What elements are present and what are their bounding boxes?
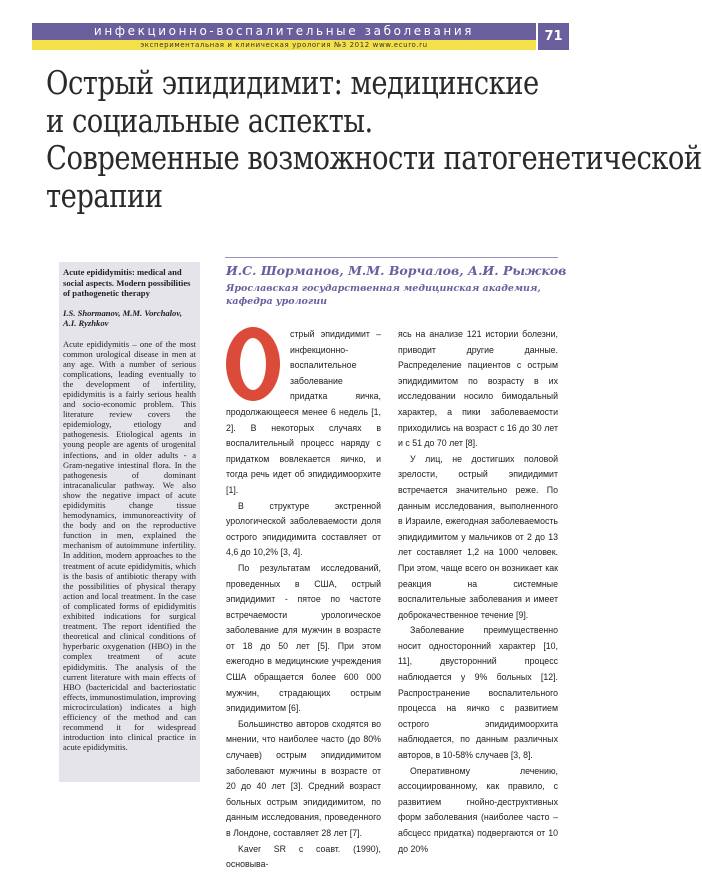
abstract-text: Acute epididymitis – one of the most common urological disease in men at any age. With a number of serious complications, leading eventually to the development of infertility, epididymitis is a fairly serious health and socio-economic problem. This literature review covers the epidemiology, etiology and pathogenesis. Etiological agents in young people are agents of urogenital infections, and in older adults - a Gram-negative intestinal flora. In the pathogenesis of dominant intracanalicular pathway. We also show the negative impact of acute epididymitis change tissue hemodynamics, immunoreactivity of the body and on the reproductive function in men, explained the mechanism of autoimmune infertility. In addition, modern approaches to the treatment of acute epididymitis, which is the basis of antibiotic therapy with the possibilities of physical therapy action and local treatment. In the case of complicated forms of epididymitis exhibited indications for surgical treatment. The report identified the theoretical and clinical conditions of hyperbaric oxygenation (HBO) in the complex treatment of acute epididymitis. The analysis of the current literature with main effects of HBO (bactericidal and bacteriostatic effects, immunostimulation, improving microcirculation) indicates a high efficiency of the method and can recommend it for widespread introduction into clinical practice in acute epididymitis. — [63, 338, 196, 753]
dropcap — [226, 329, 282, 393]
dropcap-letter-o — [226, 327, 280, 401]
body-column-2 — [398, 327, 558, 857]
page-number: 71 — [538, 23, 569, 50]
title-divider — [225, 257, 558, 258]
paragraph: Заболевание преимущественно носит односторонний характер [10, 11], двусторонний процесс наблюдается у 9% больных [12]. Распространение воспалительного процесса на яичко с развитием острого эпидидимоорхита наблюдается, по данным различных авторов, в 10-58% случаев [3, 8]. — [398, 625, 558, 761]
paragraph: В структуре экстренной урологической заболеваемости доля острого эпидидимита составляет от 4,6 до 10,2% [3, 4]. — [226, 500, 381, 558]
title-line: Современные возможности патогенетической — [46, 138, 702, 177]
title-line: и социальные аспекты. — [46, 100, 373, 140]
english-abstract — [59, 262, 200, 782]
title-line: Острый эпидидимит: медицинские — [46, 63, 539, 102]
journal-line: экспериментальная и клиническая урология №3 2012 www.ecuro.ru — [140, 41, 428, 49]
paragraph: По результатам исследований, проведенных в США, острый эпидидимит - пятое по частоте встречаемости урологическое заболевание для мужчин в возрасте от 18 до 50 лет [5]. При этом ежегодно в медицинские учреждения США обращается более 600 000 мужчин, страдающих острым эпидидимитом [6]. — [226, 562, 381, 714]
abstract-title: Acute epididymitis: medical and social aspects. Modern possibilities of pathogenetic therapy — [63, 267, 191, 298]
paragraph: Большинство авторов сходятся во мнении, что наиболее часто (до 80% случаев) острым эпидидимитом заболевают мужчины в возрасте от 20 до 40 лет [3]. Средний возраст больных острым эпидидимитом, по данным исследования, проведенного в Лондоне, составляет 28 лет [7]. — [226, 718, 381, 838]
body-column-1 — [226, 327, 381, 873]
abstract-authors: I.S. Shormanov, M.M. Vorchalov, A.I. Ryzhkov — [63, 307, 182, 328]
article-affiliation: Ярославская государственная медицинская академия, кафедра урологии — [226, 283, 541, 307]
article-authors: И.С. Шорманов, М.М. Ворчалов, А.И. Рыжков — [226, 263, 567, 278]
title-line: терапии — [46, 175, 163, 215]
paragraph: Оперативному лечению, ассоциированному, как правило, с развитием гнойно-деструктивных форм заболевания (наиболее часто – абсцесс придатка) подвергаются от 10 до 20% — [398, 765, 558, 854]
article-title — [46, 63, 702, 215]
section-title: инфекционно-воспалительные заболевания — [93, 24, 475, 38]
paragraph: ясь на анализе 121 истории болезни, приводит другие данные. Распределение пациентов с острым эпидидимитом по возрасту в их исследовании носило бимодальный характер, а пики заболеваемости приходились на возраст с 16 до 30 лет и с 51 до 70 лет [8]. — [398, 329, 558, 449]
paragraph-text: стрый эпидидимит – инфекционно-воспалительное заболевание придатка яичка, продолжающееся менее 6 недель [1, 2]. В некоторых случаях в воспалительный процесс наряду с придатком вовлекается яичко, и тогда речь идет об эпидидимоорхите [1]. — [226, 329, 381, 495]
paragraph: У лиц, не достигших половой зрелости, острый эпидидимит встречается значительно реже. По данным исследования, выполненного в Израиле, ежегодная заболеваемость эпидидимитом у мальчиков от 2 до 13 лет составляет 1,2 на 1000 человек. При этом, чаще всего он возникает как реакция на системные воспалительные заболевания и имеет доброкачественное течение [9]. — [398, 453, 558, 620]
paragraph: Kaver SR с соавт. (1990), основыва- — [226, 843, 381, 870]
